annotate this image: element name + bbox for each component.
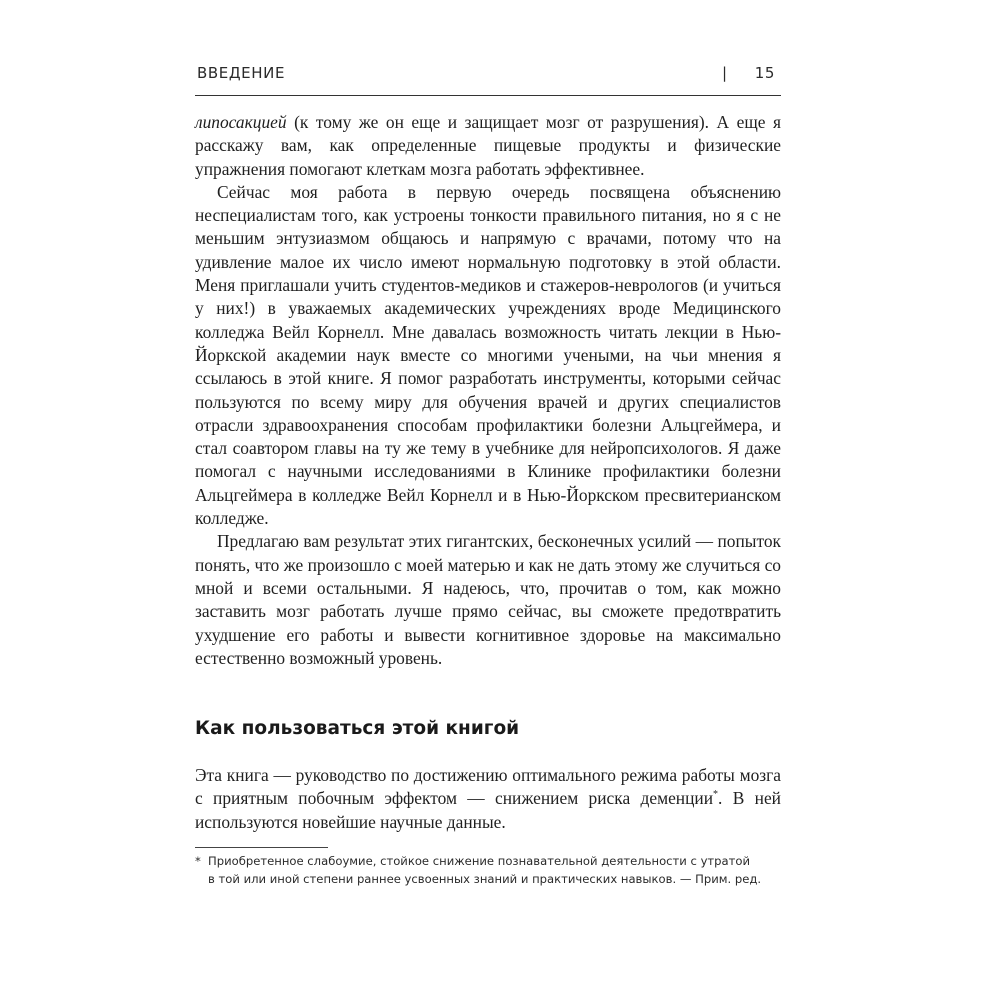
paragraph	[195, 764, 781, 834]
header-separator: |	[722, 64, 728, 82]
header-rule	[195, 95, 781, 96]
italic-term: липосакцией	[195, 112, 287, 132]
footnote-text: Приобретенное слабоумие, стойкое снижение познавательной деятельности с утратой	[208, 854, 751, 868]
footnote-mark: *	[195, 854, 201, 868]
paragraph: Предлагаю вам результат этих гигантских, бесконечных усилий — попыток понять, что же произошло с моей матерью и как не дать этому же случиться со мной и всеми остальными. Я надеюсь, что, прочитав о том, как можно заставить мозг работать лучше прямо сейчас, вы сможете предотвратить ухудшение его работы и вывести когнитивное здоровье на максимально естественно возможный уровень.	[195, 531, 781, 668]
footnote-line: в той или иной степени раннее усвоенных знаний и практических навыков. — Прим. ред.	[208, 871, 762, 886]
main-text	[195, 111, 781, 670]
paragraph-text: Эта книга — руководство по достижению оптимального режима работы мозга с приятным побочным эффектом — снижением риска деменции	[195, 765, 781, 809]
paragraph-text: . В ней используются новейшие научные данные.	[195, 788, 781, 832]
running-header	[195, 62, 779, 88]
section-heading: Как пользоваться этой книгой	[195, 718, 520, 739]
paragraph	[195, 111, 781, 181]
footnote-line	[195, 853, 785, 871]
section-text	[195, 764, 781, 834]
footnote	[195, 853, 785, 888]
footnote-reference: *	[713, 789, 719, 801]
page-number: 15	[754, 64, 775, 82]
paragraph-text: (к тому же он еще и защищает мозг от разрушения). А еще я расскажу вам, как определенные пищевые продукты и физические упражнения помогают клеткам мозга работать эффективнее.	[195, 112, 781, 179]
paragraph: Сейчас моя работа в первую очередь посвящена объяснению неспециалистам того, как устроены тонкости правильного питания, но я с не меньшим энтузиазмом общаюсь и напрямую с врачами, потому что на удивление малое их число имеют нормальную подготовку в этой области. Меня приглашали учить студентов-медиков и стажеров-неврологов (и учиться у них!) в уважаемых академических учреждениях вроде Медицинского колледжа Вейл Корнелл. Мне давалась возможность читать лекции в Нью-Йоркской академии наук вместе со многими учеными, на чьи мнения я ссылаюсь в этой книге. Я помог разработать инструменты, которыми сейчас пользуются по всему миру для обучения врачей и других специалистов отрасли здравоохранения способам профилактики болезни Альцгеймера, и стал соавтором главы на ту же тему в учебнике для нейропсихологов. Я даже помогал с научными исследованиями в Клинике профилактики болезни Альцгеймера в колледже Вейл Корнелл и в Нью-Йоркском пресвитерианском колледже.	[195, 181, 781, 529]
section-title: ВВЕДЕНИЕ	[197, 64, 286, 82]
footnote-rule	[195, 847, 328, 848]
